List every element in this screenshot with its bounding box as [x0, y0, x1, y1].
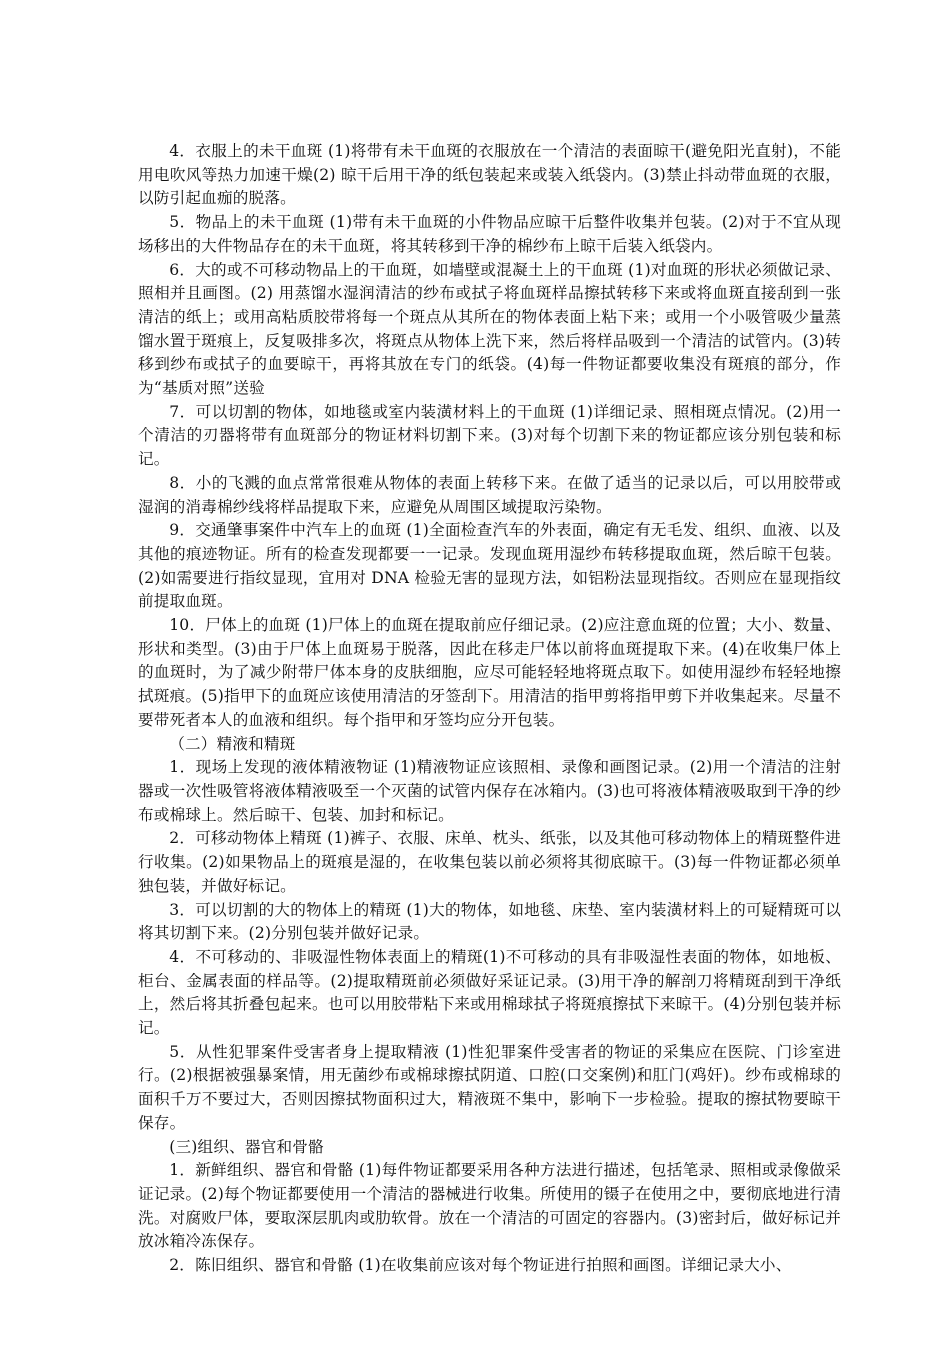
paragraph-movable-semen: 2．可移动物体上精斑 (1)裤子、衣服、床单、枕头、纸张，以及其他可移动物体上的精斑整件进行收集。(2)如果物品上的斑痕是湿的，在收集包装以前必须将其彻底晾干。(3)每一件物证都必须单独包装，并做好标记。 [138, 829, 841, 895]
paragraph-item-wet-blood: 5．物品上的未干血斑 (1)带有未干血斑的小件物品应晾干后整件收集并包装。(2)对于不宜从现场移出的大件物品存在的未干血斑，将其转移到干净的棉纱布上晾干后装入纸袋内。 [138, 213, 841, 255]
paragraph-liquid-semen: 1．现场上发现的液体精液物证 (1)精液物证应该照相、录像和画图记录。(2)用一个清洁的注射器或一次性吸管将液体精液吸至一个灭菌的试管内保存在冰箱内。(3)也可将液体精液吸取到干净的纱布或棉球上。然后晾干、包装、加封和标记。 [138, 758, 841, 824]
paragraph-cuttable-semen: 3．可以切割的大的物体上的精斑 (1)大的物体，如地毯、床垫、室内装潢材料上的可疑精斑可以将其切割下来。(2)分别包装并做好记录。 [138, 900, 841, 943]
document-body [138, 140, 841, 1278]
section-heading-tissue: (三)组织、器官和骨骼 [169, 1137, 324, 1156]
paragraph-clothing-wet-blood: 4．衣服上的未干血斑 (1)将带有未干血斑的衣服放在一个清洁的表面晾干(避免阳光直射)，不能用电吹风等热力加速干燥(2) 晾干后用干净的纸包装起来或装入纸袋内。(3)禁止抖动带血斑的衣服，以防引起血痂的脱落。 [138, 142, 841, 208]
paragraph-cuttable-dry-blood: 7．可以切割的物体，如地毯或室内装潢材料上的干血斑 (1)详细记录、照相斑点情况。(2)用一个清洁的刃器将带有血斑部分的物证材料切割下来。(3)对每个切割下来的物证都应该分别包装和标记。 [138, 402, 841, 469]
section-heading-semen: （二）精液和精斑 [169, 734, 296, 753]
paragraph-victim-semen: 5．从性犯罪案件受害者身上提取精液 (1)性犯罪案件受害者的物证的采集应在医院、门诊室进行。(2)根据被强暴案情，用无菌纱布或棉球擦拭阴道、口腔(口交案例)和肛门(鸡奸)。纱布或棉球的面积千万不要过大，否则因擦拭物面积过大，精液斑不集中，影响下一步检验。提取的擦拭物要晾干保存。 [138, 1042, 841, 1132]
paragraph-spatter-dots: 8．小的飞溅的血点常常很难从物体的表面上转移下来。在做了适当的记录以后，可以用胶带或湿润的消毒棉纱线将样品提取下来，应避免从周围区域提取污染物。 [138, 473, 841, 516]
paragraph-old-tissue: 2．陈旧组织、器官和骨骼 (1)在收集前应该对每个物证进行拍照和画图。详细记录大小、 [169, 1256, 792, 1275]
paragraph-body-blood: 10．尸体上的血斑 (1)尸体上的血斑在提取前应仔细记录。(2)应注意血斑的位置；大小、数量、形状和类型。(3)由于尸体上血斑易于脱落，因此在移走尸体以前将血斑提取下来。(4)在收集尸体上的血斑时，为了减少附带尸体本身的皮肤细胞，应尽可能轻轻地将斑点取下。如使用湿纱布轻轻地擦拭斑痕。(5)指甲下的血斑应该使用清洁的牙签刮下。用清洁的指甲剪将指甲剪下并收集起来。尽量不要带死者本人的血液和组织。每个指甲和牙签均应分开包装。 [138, 616, 841, 729]
paragraph-vehicle-blood: 9．交通肇事案件中汽车上的血斑 (1)全面检查汽车的外表面，确定有无毛发、组织、血液、以及其他的痕迹物证。所有的检查发现都要一一记录。发现血斑用湿纱布转移提取血斑，然后晾干包装。(2)如需要进行指纹显现，宜用对 DNA 检验无害的显现方法，如铝粉法显现指纹。否则应在显现指纹前提取血斑。 [138, 521, 841, 611]
paragraph-nonabsorbent-semen: 4．不可移动的、非吸湿性物体表面上的精斑(1)不可移动的具有非吸湿性表面的物体，如地板、柜台、金属表面的样品等。(2)提取精斑前必须做好采证记录。(3)用干净的解剖刀将精斑刮到干净纸上，然后将其折叠包起来。也可以用胶带粘下来或用棉球拭子将斑痕擦拭下来晾干。(4)分别包装并标记。 [138, 947, 841, 1038]
paragraph-fresh-tissue: 1．新鲜组织、器官和骨骼 (1)每件物证都要采用各种方法进行描述，包括笔录、照相或录像做采证记录。(2)每个物证都要使用一个清洁的器械进行收集。所使用的镊子在使用之中，要彻底地进行清洗。对腐败尸体，要取深层肌肉或肋软骨。放在一个清洁的可固定的容器内。(3)密封后，做好标记并放冰箱冷冻保存。 [138, 1161, 841, 1251]
paragraph-immovable-dry-blood: 6．大的或不可移动物品上的干血斑，如墙壁或混凝土上的干血斑 (1)对血斑的形状必须做记录、照相并且画图。(2) 用蒸馏水湿润清洁的纱布或拭子将血斑样品擦拭转移下来或将血斑直接刮到一张清洁的纸上；或用高粘质胶带将每一个斑点从其所在的物体表面上粘下来；或用一个小吸管吸少量蒸馏水置于斑痕上，反复吸排多次，将斑点从物体上洗下来，然后将样品吸到一个清洁的试管内。(3)转移到纱布或拭子的血要晾干，再将其放在专门的纸袋。(4)每一件物证都要收集没有斑痕的部分，作为“基质对照”送验 [138, 260, 841, 398]
